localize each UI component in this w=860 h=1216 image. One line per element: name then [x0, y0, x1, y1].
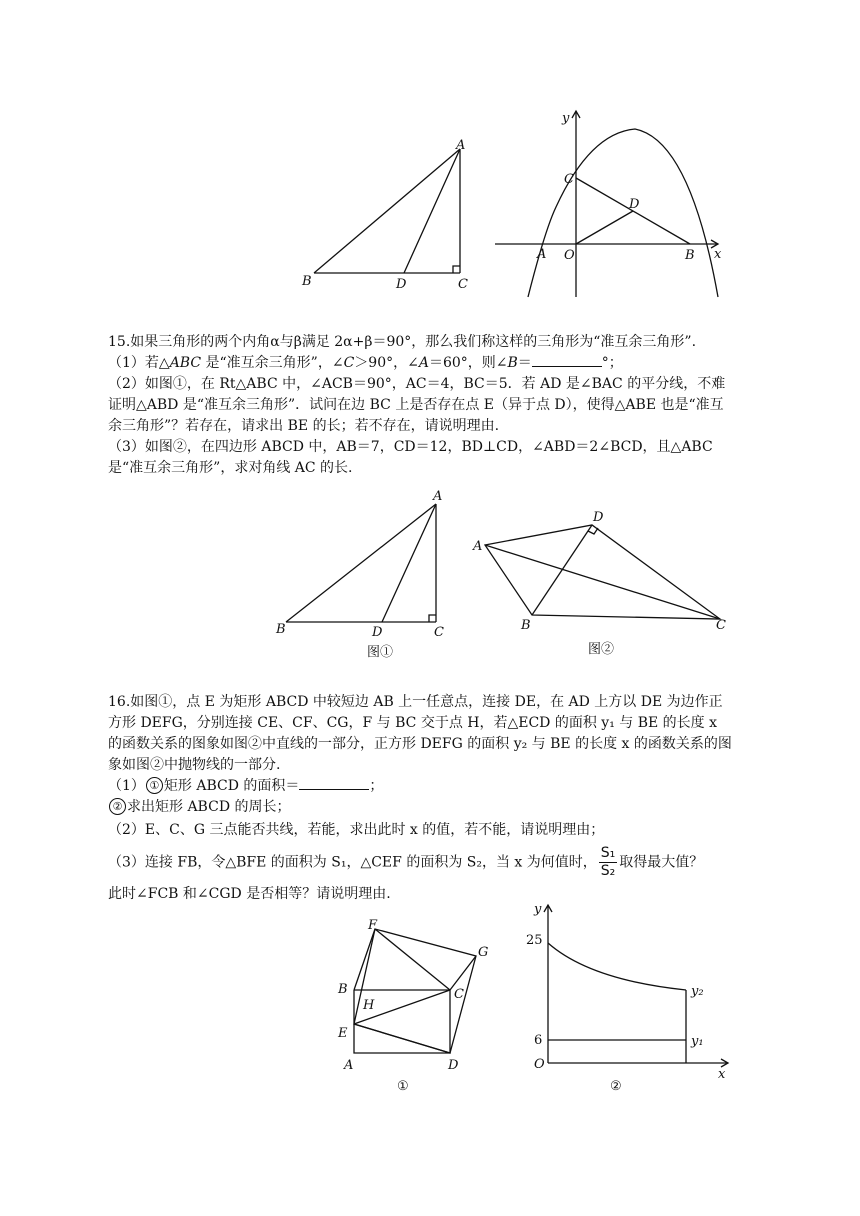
- label-A: A: [456, 138, 466, 153]
- text: 求出矩形 ABCD 的周长；: [127, 799, 291, 815]
- label-B: B: [521, 618, 531, 633]
- label-B: B: [338, 982, 348, 997]
- label-y: y: [562, 111, 570, 126]
- origin-label: O: [534, 1057, 545, 1072]
- axis-y-label: y: [534, 902, 542, 917]
- label-A: A: [473, 539, 483, 554]
- label-C: C: [458, 277, 468, 292]
- label-y2: y₂: [691, 984, 704, 999]
- question-16: [108, 692, 732, 905]
- q16-intro-line: [108, 692, 732, 776]
- q16-part2: （2）E、C、G 三点能否共线，若能，求出此时 x 的值，若不能，请说明理由；: [108, 822, 605, 838]
- label-B: B: [276, 622, 286, 637]
- text: 是“准互余三角形”，∠: [201, 355, 344, 371]
- text: （1）: [108, 778, 145, 794]
- tick-25: 25: [526, 933, 543, 948]
- label-C: C: [564, 172, 574, 187]
- label-D: D: [448, 1058, 459, 1073]
- label-E: E: [338, 1026, 348, 1041]
- q15-intro: 如果三角形的两个内角α与β满足 2α+β＝90°，那么我们称这样的三角形为“准互余三角形”.: [130, 334, 697, 350]
- label-B: B: [685, 248, 695, 263]
- text: ＝: [517, 355, 532, 371]
- text: 取得最大值？: [619, 854, 704, 871]
- answer-blank[interactable]: [532, 353, 602, 367]
- text: °；: [601, 355, 623, 371]
- label-C: C: [454, 987, 464, 1002]
- label-A: A: [433, 489, 443, 504]
- q16-number: 16.: [108, 694, 131, 710]
- text: B: [507, 355, 518, 371]
- q15-figure-2: [468, 505, 738, 665]
- caption: ②: [610, 1079, 622, 1094]
- figure-top-triangle: [290, 135, 490, 295]
- label-D: D: [372, 625, 383, 640]
- caption: ①: [397, 1079, 409, 1094]
- axis-x-label: x: [718, 1067, 726, 1082]
- numerator: S₁: [600, 845, 616, 861]
- label-H: H: [363, 998, 375, 1013]
- label-D: D: [396, 277, 407, 292]
- label-O: O: [564, 248, 575, 263]
- label-D: D: [629, 197, 640, 212]
- q15-intro-line: [108, 332, 732, 353]
- q16-intro: 如图①，点 E 为矩形 ABCD 中较短边 AB 上一任意点，连接 DE，在 AD 上方以 DE 为边作正方形 DEFG，分别连接 CE、CF、CG，F 与 BC 交于点 H，若△ECD 的面积 y₁ 与 BE 的长度 x 的函数关系的图象如图②中直线的一部分，正方形 DEFG 的面积 y₂ 与 BE 的长度 x 的函数关系的图象如图②中抛物线的一部分.: [108, 694, 732, 773]
- text: C: [343, 355, 355, 371]
- label-C: C: [434, 625, 444, 640]
- q15-part1: [108, 353, 732, 374]
- label-y1: y₁: [691, 1034, 704, 1049]
- q16-part3: [108, 845, 732, 880]
- label-A: A: [344, 1058, 354, 1073]
- label-C: C: [716, 618, 726, 633]
- figure-top-parabola: [490, 105, 730, 300]
- q15-part3: （3）如图②，在四边形 ABCD 中，AB＝7，CD＝12，BD⊥CD，∠ABD＝2∠BCD，且△ABC 是“准互余三角形”，求对角线 AC 的长.: [108, 439, 713, 476]
- text: （1）若△: [108, 355, 170, 371]
- text: （3）连接 FB，令△BFE 的面积为 S₁，△CEF 的面积为 S₂，当 x 为何值时，: [108, 854, 597, 871]
- label-x: x: [714, 247, 722, 262]
- q15-figure-1: [272, 488, 457, 663]
- label-D: D: [593, 510, 604, 525]
- caption: 图①: [367, 645, 394, 660]
- text: ＞90°，∠: [354, 355, 419, 371]
- q15-part2: （2）如图①，在 Rt△ABC 中，∠ACB＝90°，AC＝4，BC＝5．若 AD 是∠BAC 的平分线，不难证明△ABD 是“准互余三角形”．试问在边 BC 上是否存在点 E（异于点 D），使得△ABE 也是“准互余三角形”？若存在，请求出 BE 的长；若不存在，请说明理由.: [108, 376, 726, 434]
- denominator: S₂: [600, 863, 616, 879]
- question-15: [108, 332, 732, 479]
- text: ；: [369, 778, 384, 794]
- q16-figure-2: [520, 895, 735, 1100]
- label-A: A: [537, 247, 547, 262]
- text: ＝60°，则∠: [428, 355, 508, 371]
- circled-number-1: ①: [146, 777, 163, 794]
- fraction-s1-s2: [599, 845, 618, 880]
- answer-blank[interactable]: [299, 776, 369, 790]
- caption: 图②: [588, 642, 615, 657]
- label-B: B: [302, 274, 312, 289]
- q16-part1-sub2: [108, 797, 732, 818]
- q16-part1: [108, 776, 732, 797]
- q16-figure-1: [330, 912, 500, 1097]
- text: ABC: [169, 355, 202, 371]
- label-G: G: [478, 945, 489, 960]
- tick-6: 6: [534, 1033, 543, 1048]
- text: A: [418, 355, 429, 371]
- label-F: F: [368, 918, 378, 933]
- q16-part3-line2: 此时∠FCB 和∠CGD 是否相等？请说明理由.: [108, 886, 391, 902]
- q15-number: 15.: [108, 334, 131, 350]
- circled-number-2: ②: [109, 798, 126, 815]
- text: 矩形 ABCD 的面积＝: [163, 778, 300, 794]
